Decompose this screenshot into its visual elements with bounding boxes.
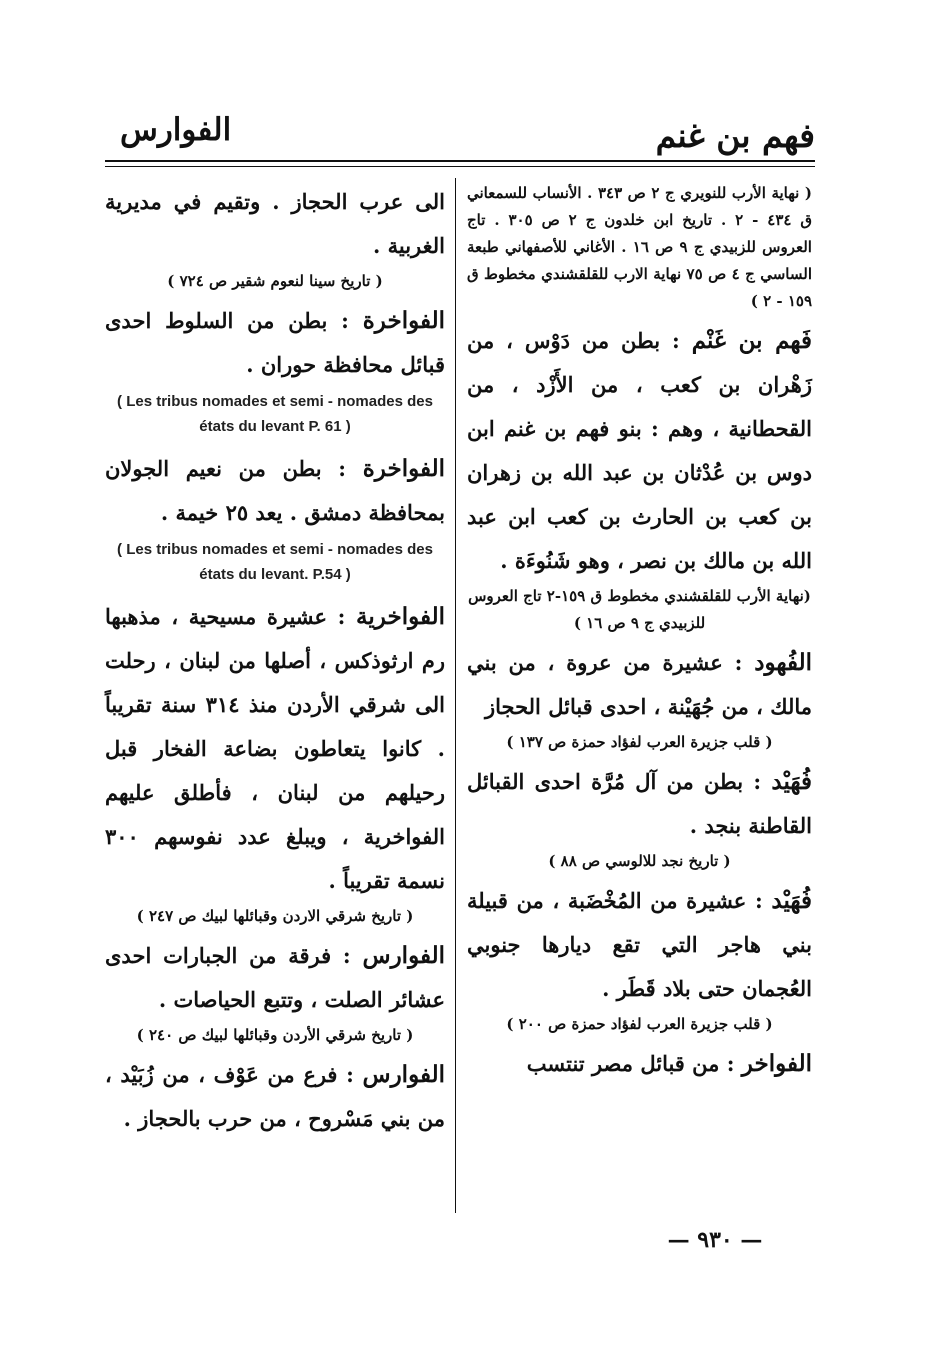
reference-note: ( نهاية الأرب للنويري ج ٢ ص ٣٤٣ . الأنساب للسمعاني ق ٤٣٤ - ٢ . تاريخ ابن خلدون ج ٢ ص ٣٠٥ . تاج العروس للزبيدي ج ٩ ص ١٦ . الأغاني للأصفهاني طبعة الساسي ج ٤ ص ٧٥ نهاية الارب للقلقشندي مخطوط ق ١٥٩ - ٢ )	[467, 184, 812, 310]
left-column	[105, 180, 445, 1141]
entry-fahm-bin-ghanm	[467, 319, 812, 583]
entry-text: : فرع من عَوْف ، من زُبَيْد ، من بني مَسْروح ، من حرب بالحجاز .	[105, 1062, 445, 1131]
entry-text: : بطن من نعيم الجولان بمحافظة دمشق . يعد ٢٥ خيمة .	[105, 456, 445, 525]
entry-term: الفُهود	[754, 649, 812, 676]
reference-note: ( قلب جزيرة العرب لفؤاد حمزة ص ٢٠٠ )	[506, 1015, 773, 1033]
entry-term: فُهَيْد	[771, 768, 812, 795]
entry-term: الفواخرة	[362, 307, 445, 334]
entry-al-fawakhiriya	[105, 595, 445, 903]
entry-term: الفواخرية	[356, 603, 445, 630]
entry-term: فُهَيْد	[771, 887, 813, 914]
entry-al-fawakhir	[467, 1042, 812, 1086]
entry-text: : عشيرة من المُخْضَبة ، من قبيلة بني هاجر التي تقع ديارها جنوبي العُجمان حتى بلاد قَطَر .	[467, 888, 812, 1001]
right-column	[467, 180, 812, 1086]
header-rule-thin	[105, 166, 815, 167]
entry-term: الفواخرة	[362, 455, 445, 482]
page-header	[105, 108, 815, 158]
header-rule-thick	[105, 160, 815, 162]
french-reference: ( Les tribus nomades et semi - nomades des états du levant. P.54 )	[117, 541, 433, 583]
entry-fuhayd-2	[467, 879, 812, 1011]
entry-text: : فرقة من الجبارات احدى عشائر الصلت ، وتتبع الحياصات .	[105, 943, 445, 1012]
entry-text: : بطن من دَوْس ، من زَهْران بن كعب ، من الأَزْد ، من القحطانية ، وهم : بنو فهم بن غنم ابن دوس بن عُدْثان بن عبد الله بن زهران بن كعب بن الحارث بن كعب ابن عبد الله بن مالك بن نصر ، وهو شَنُوءَة .	[467, 328, 812, 573]
entry-text: : عشيرة من عروة ، من بني مالك ، من جُهَيْنة ، احدى قبائل الحجاز	[467, 650, 812, 719]
entry-text: : بطن من آل مُرَّة احدى القبائل القاطنة بنجد .	[467, 769, 812, 838]
entry-text: : من قبائل مصر تنتسب	[526, 1051, 735, 1076]
reference-note: ( تاريخ نجد للالوسي ص ٨٨ )	[548, 852, 731, 870]
reference-note: (نهاية الأرب للقلقشندي مخطوط ق ١٥٩-٢ تاج العروس للزبيدي ج ٩ ص ١٦ )	[468, 587, 811, 632]
reference-note: ( تاريخ شرقي الأردن وقبائلها لبيك ص ٢٤٠ )	[136, 1026, 414, 1044]
entry-term: فَهم بن غَنْم	[691, 327, 812, 354]
entry-al-fawaris-1	[105, 934, 445, 1022]
entry-text: : بطن من السلوط احدى قبائل محافظة حوران .	[105, 308, 445, 377]
entry-text: : عشيرة مسيحية ، مذهبها رم ارثوذكس ، أصلها من لبنان ، رحلت الى شرقي الأردن منذ ٣١٤ سنة تقريباً . كانوا يتعاطون بضاعة الفخار قبل رحيلهم من لبنان ، فأطلق عليهم الفواخرية ، ويبلغ عدد نفوسهم ٣٠٠ نسمة تقريباً .	[105, 604, 445, 893]
entry-term: الفواخر	[741, 1050, 812, 1077]
entry-fuhayd-1	[467, 760, 812, 848]
entry-al-fawaris-2	[105, 1053, 445, 1141]
french-reference: ( Les tribus nomades et semi - nomades des états du levant P. 61 )	[117, 393, 433, 435]
page-number: — ٩٣٠ —	[667, 1227, 763, 1253]
entry-al-fawakhira-1	[105, 299, 445, 387]
entry-term: الفوارس	[362, 1061, 445, 1088]
continued-text: الى عرب الحجاز . وتقيم في مديرية الغربية .	[105, 189, 445, 258]
entry-al-fuhud	[467, 641, 812, 729]
entry-al-fawakhira-2	[105, 447, 445, 535]
entry-term: الفوارس	[362, 942, 445, 969]
reference-note: ( قلب جزيرة العرب لفؤاد حمزة ص ١٣٧ )	[506, 733, 773, 751]
reference-note: ( تاريخ سينا لنعوم شقير ص ٧٢٤ )	[167, 272, 383, 290]
reference-note: ( تاريخ شرقي الاردن وقبائلها لبيك ص ٢٤٧ )	[136, 907, 414, 925]
header-left-title: الفوارس	[120, 112, 232, 148]
column-divider	[455, 178, 456, 1213]
header-right-title: فهم بن غنم	[655, 116, 815, 155]
